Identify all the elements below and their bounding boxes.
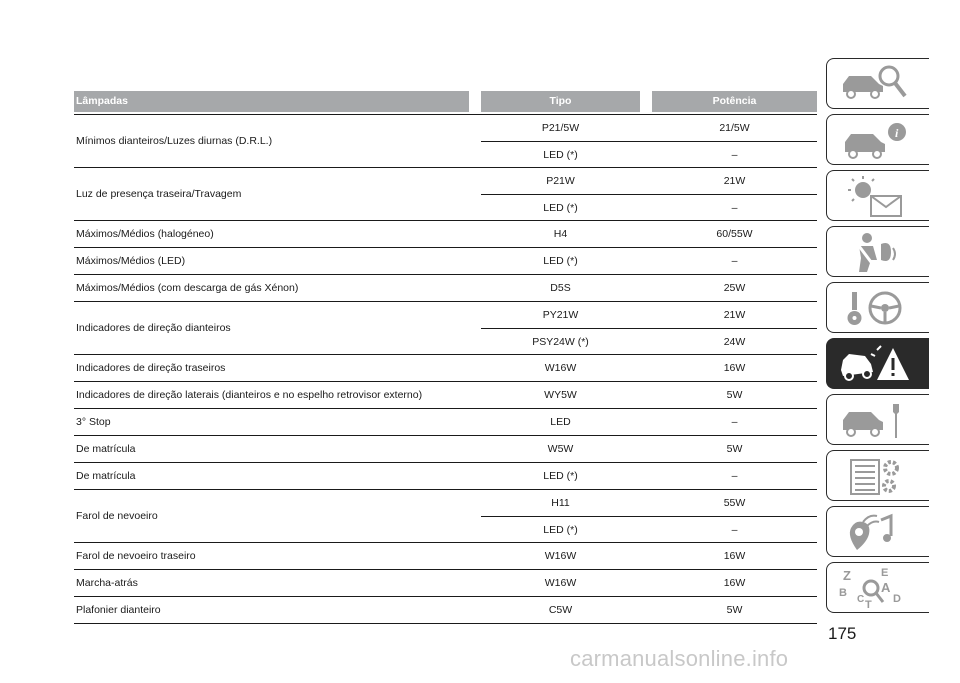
lamp-spec-row bbox=[481, 355, 817, 381]
table-row bbox=[74, 355, 817, 382]
lamp-type: W5W bbox=[547, 443, 574, 455]
lamp-power: 16W bbox=[723, 577, 746, 589]
index-letter-2: B bbox=[839, 587, 847, 599]
lamp-spec-row bbox=[481, 115, 817, 141]
table-row bbox=[74, 302, 817, 355]
lamp-power: – bbox=[731, 202, 738, 214]
index-letter-3: A bbox=[881, 580, 891, 595]
lamp-type: D5S bbox=[550, 282, 571, 294]
lamp-name: Indicadores de direção laterais (dianteiros e no espelho retrovisor externo) bbox=[76, 389, 423, 401]
lamp-type: LED (*) bbox=[543, 149, 578, 161]
lamp-type: LED bbox=[550, 416, 571, 428]
bulb-table bbox=[74, 91, 817, 616]
index-letter-1: E bbox=[881, 567, 889, 579]
table-row bbox=[74, 570, 817, 597]
tab-getting-to-know[interactable] bbox=[826, 58, 929, 109]
lamp-type: C5W bbox=[548, 604, 573, 616]
table-row bbox=[74, 168, 817, 221]
airbag-seatbelt-icon bbox=[837, 230, 911, 274]
lamp-spec-row bbox=[481, 597, 817, 623]
index-letter-0: Z bbox=[843, 568, 851, 583]
lamp-type: LED (*) bbox=[543, 202, 578, 214]
lamp-type: H4 bbox=[553, 228, 568, 240]
lamp-spec-row bbox=[481, 194, 817, 220]
lamp-power: 16W bbox=[723, 550, 746, 562]
lamp-type: PY21W bbox=[542, 309, 579, 321]
alphabetical-index-icon bbox=[837, 566, 911, 610]
lamp-spec-row bbox=[481, 409, 817, 435]
lamp-spec-row bbox=[481, 168, 817, 194]
lamp-spec-row bbox=[481, 543, 817, 569]
lamp-power: – bbox=[731, 524, 738, 536]
lamp-power: 24W bbox=[723, 336, 746, 348]
lamp-spec-row bbox=[481, 141, 817, 167]
tab-index[interactable] bbox=[826, 562, 929, 613]
lamp-type: LED (*) bbox=[543, 255, 578, 267]
lamp-name: Mínimos dianteiros/Luzes diurnas (D.R.L.) bbox=[76, 135, 273, 147]
table-row bbox=[74, 115, 817, 168]
lamp-spec-row bbox=[481, 302, 817, 328]
index-letter-5: T bbox=[865, 599, 872, 610]
lamp-name: De matrícula bbox=[76, 470, 136, 482]
lamp-power: – bbox=[731, 255, 738, 267]
lamp-power: 60/55W bbox=[716, 228, 753, 240]
lamp-name: Farol de nevoeiro traseiro bbox=[76, 550, 196, 562]
lamp-type: LED (*) bbox=[543, 524, 578, 536]
tab-technical-data[interactable] bbox=[826, 450, 929, 501]
table-body bbox=[74, 115, 817, 624]
lamp-power: 5W bbox=[726, 604, 743, 616]
lamp-name: Plafonier dianteiro bbox=[76, 604, 161, 616]
lamp-type: LED (*) bbox=[543, 470, 578, 482]
car-wrench-icon bbox=[837, 398, 911, 442]
svg-text:i: i bbox=[895, 126, 899, 140]
tab-safety[interactable] bbox=[826, 226, 929, 277]
lamp-name: Máximos/Médios (com descarga de gás Xénon) bbox=[76, 282, 299, 294]
lamp-name: Marcha-atrás bbox=[76, 577, 138, 589]
table-row bbox=[74, 436, 817, 463]
lamp-name: Máximos/Médios (halogéneo) bbox=[76, 228, 214, 240]
specifications-gear-icon bbox=[837, 454, 911, 498]
tab-starting-driving[interactable] bbox=[826, 282, 929, 333]
lamp-power: 21W bbox=[723, 175, 746, 187]
lamp-power: 55W bbox=[723, 497, 746, 509]
header-lamps: Lâmpadas bbox=[74, 91, 469, 112]
lamp-name: Indicadores de direção dianteiros bbox=[76, 322, 231, 334]
watermark: carmanualsonline.info bbox=[570, 646, 789, 671]
table-row bbox=[74, 382, 817, 409]
lamp-type: WY5W bbox=[544, 389, 577, 401]
tab-warning-lights[interactable] bbox=[826, 170, 929, 221]
lamp-name: Luz de presença traseira/Travagem bbox=[76, 188, 242, 200]
lamp-spec-row bbox=[481, 221, 817, 247]
index-letter-6: D bbox=[893, 593, 901, 605]
lamp-power: 21W bbox=[723, 309, 746, 321]
lamp-type: W16W bbox=[544, 550, 577, 562]
lamp-spec-row bbox=[481, 516, 817, 542]
table-row bbox=[74, 221, 817, 248]
car-breakdown-warning-icon bbox=[837, 342, 911, 386]
warning-light-message-icon bbox=[837, 174, 911, 218]
lamp-name: De matrícula bbox=[76, 443, 136, 455]
lamp-power: – bbox=[731, 416, 738, 428]
lamp-power: 5W bbox=[726, 389, 743, 401]
lamp-spec-row bbox=[481, 463, 817, 489]
car-info-icon bbox=[837, 118, 911, 162]
table-row bbox=[74, 597, 817, 624]
lamp-spec-row bbox=[481, 570, 817, 596]
lamp-type: W16W bbox=[544, 577, 577, 589]
lamp-name: 3° Stop bbox=[76, 416, 111, 428]
table-row bbox=[74, 275, 817, 302]
header-type: Tipo bbox=[481, 91, 640, 112]
tab-instrument-panel[interactable] bbox=[826, 114, 929, 165]
table-row bbox=[74, 409, 817, 436]
lamp-spec-row bbox=[481, 490, 817, 516]
lamp-spec-row bbox=[481, 275, 817, 301]
index-letter-4: C bbox=[857, 594, 865, 605]
lamp-type: H11 bbox=[551, 497, 570, 509]
page-number: 175 bbox=[828, 624, 857, 643]
lamp-type: P21/5W bbox=[541, 122, 580, 134]
lamp-type: W16W bbox=[544, 362, 577, 374]
tab-servicing[interactable] bbox=[826, 394, 929, 445]
lamp-power: 21/5W bbox=[719, 122, 750, 134]
table-row bbox=[74, 463, 817, 490]
lamp-type: P21W bbox=[546, 175, 575, 187]
lamp-power: 16W bbox=[723, 362, 746, 374]
tab-multimedia[interactable] bbox=[826, 506, 929, 557]
key-steering-wheel-icon bbox=[837, 286, 911, 330]
lamp-power: – bbox=[731, 149, 738, 161]
car-search-icon bbox=[837, 62, 911, 106]
table-row bbox=[74, 248, 817, 275]
lamp-name: Máximos/Médios (LED) bbox=[76, 255, 186, 267]
lamp-power: 5W bbox=[726, 443, 743, 455]
table-header bbox=[74, 91, 817, 112]
table-row bbox=[74, 543, 817, 570]
lamp-power: – bbox=[731, 470, 738, 482]
lamp-name: Indicadores de direção traseiros bbox=[76, 362, 226, 374]
lamp-name: Farol de nevoeiro bbox=[76, 510, 158, 522]
tab-in-emergency[interactable] bbox=[826, 338, 929, 389]
lamp-power: 25W bbox=[723, 282, 746, 294]
header-power: Potência bbox=[652, 91, 817, 112]
multimedia-icon bbox=[837, 510, 911, 554]
lamp-spec-row bbox=[481, 328, 817, 354]
lamp-spec-row bbox=[481, 248, 817, 274]
table-row bbox=[74, 490, 817, 543]
lamp-type: PSY24W (*) bbox=[532, 336, 589, 348]
lamp-spec-row bbox=[481, 382, 817, 408]
lamp-spec-row bbox=[481, 436, 817, 462]
